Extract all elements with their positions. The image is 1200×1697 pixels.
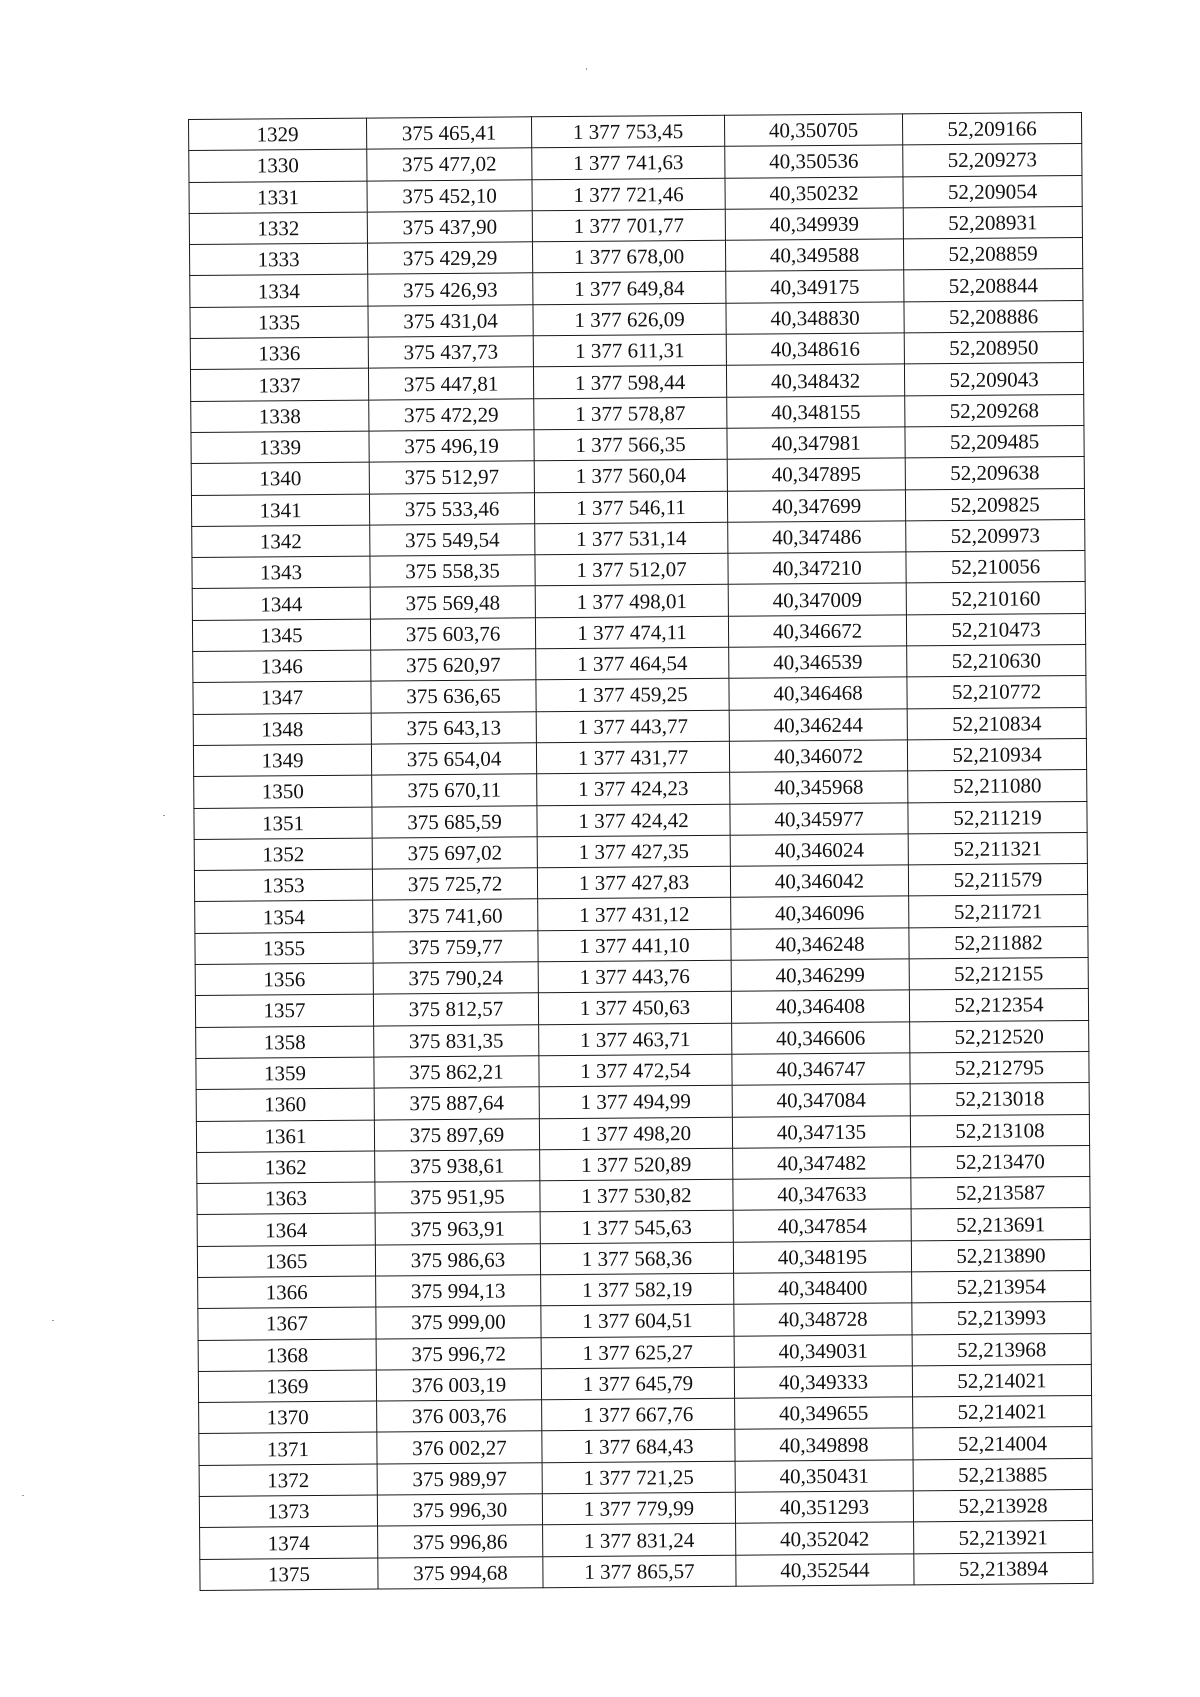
x-coordinate-cell: 376 003,19 xyxy=(376,1369,541,1402)
y-coordinate-cell: 1 377 865,57 xyxy=(543,1555,736,1588)
longitude-cell: 40,352544 xyxy=(736,1554,914,1587)
latitude-cell: 52,210630 xyxy=(907,645,1086,678)
y-coordinate-cell: 1 377 649,84 xyxy=(533,272,726,305)
y-coordinate-cell: 1 377 560,04 xyxy=(534,460,727,493)
latitude-cell: 52,211882 xyxy=(909,926,1088,959)
y-coordinate-cell: 1 377 779,99 xyxy=(542,1492,735,1525)
latitude-cell: 52,209273 xyxy=(903,144,1082,177)
point-number-cell: 1334 xyxy=(190,275,368,308)
scan-speck xyxy=(163,815,165,816)
x-coordinate-cell: 375 569,48 xyxy=(370,586,535,619)
x-coordinate-cell: 375 996,72 xyxy=(376,1337,541,1370)
latitude-cell: 52,213691 xyxy=(911,1208,1090,1241)
longitude-cell: 40,347482 xyxy=(733,1147,911,1180)
latitude-cell: 52,211579 xyxy=(908,864,1087,897)
y-coordinate-cell: 1 377 611,31 xyxy=(533,334,726,367)
y-coordinate-cell: 1 377 546,11 xyxy=(534,491,727,524)
latitude-cell: 52,208859 xyxy=(903,238,1082,271)
longitude-cell: 40,348400 xyxy=(734,1272,912,1305)
scan-speck xyxy=(586,68,587,70)
y-coordinate-cell: 1 377 753,45 xyxy=(531,115,724,148)
longitude-cell: 40,348195 xyxy=(733,1241,911,1274)
y-coordinate-cell: 1 377 598,44 xyxy=(533,366,726,399)
y-coordinate-cell: 1 377 424,42 xyxy=(537,804,730,837)
latitude-cell: 52,209054 xyxy=(903,175,1082,208)
point-number-cell: 1365 xyxy=(197,1245,375,1278)
point-number-cell: 1342 xyxy=(192,525,370,558)
longitude-cell: 40,349175 xyxy=(726,270,904,303)
longitude-cell: 40,348616 xyxy=(726,333,904,366)
x-coordinate-cell: 375 603,76 xyxy=(370,618,535,651)
latitude-cell: 52,213968 xyxy=(912,1333,1091,1366)
y-coordinate-cell: 1 377 741,63 xyxy=(532,147,725,180)
x-coordinate-cell: 375 426,93 xyxy=(368,273,533,306)
x-coordinate-cell: 376 003,76 xyxy=(377,1400,542,1433)
x-coordinate-cell: 375 620,97 xyxy=(371,649,536,682)
longitude-cell: 40,347135 xyxy=(732,1115,910,1148)
x-coordinate-cell: 375 512,97 xyxy=(369,461,534,494)
latitude-cell: 52,214021 xyxy=(913,1396,1092,1429)
point-number-cell: 1330 xyxy=(189,149,367,182)
x-coordinate-cell: 375 429,29 xyxy=(367,242,532,275)
x-coordinate-cell: 375 437,73 xyxy=(368,336,533,369)
x-coordinate-cell: 375 654,04 xyxy=(371,743,536,776)
latitude-cell: 52,208950 xyxy=(904,332,1083,365)
longitude-cell: 40,349333 xyxy=(734,1366,912,1399)
latitude-cell: 52,210834 xyxy=(907,707,1086,740)
latitude-cell: 52,209485 xyxy=(905,425,1084,458)
x-coordinate-cell: 375 887,64 xyxy=(374,1087,539,1120)
latitude-cell: 52,213894 xyxy=(914,1552,1093,1585)
longitude-cell: 40,352042 xyxy=(736,1522,914,1555)
x-coordinate-cell: 375 685,59 xyxy=(372,805,537,838)
latitude-cell: 52,209268 xyxy=(905,394,1084,427)
latitude-cell: 52,212155 xyxy=(909,957,1088,990)
latitude-cell: 52,213587 xyxy=(911,1177,1090,1210)
x-coordinate-cell: 375 643,13 xyxy=(371,711,536,744)
y-coordinate-cell: 1 377 684,43 xyxy=(542,1430,735,1463)
longitude-cell: 40,346248 xyxy=(731,928,909,961)
longitude-cell: 40,350431 xyxy=(735,1460,913,1493)
point-number-cell: 1333 xyxy=(189,243,367,276)
longitude-cell: 40,348728 xyxy=(734,1303,912,1336)
y-coordinate-cell: 1 377 498,20 xyxy=(539,1117,732,1150)
longitude-cell: 40,346072 xyxy=(729,740,907,773)
longitude-cell: 40,346042 xyxy=(730,865,908,898)
point-number-cell: 1364 xyxy=(197,1213,375,1246)
y-coordinate-cell: 1 377 459,25 xyxy=(536,679,729,712)
y-coordinate-cell: 1 377 512,07 xyxy=(535,553,728,586)
point-number-cell: 1329 xyxy=(189,118,367,151)
coordinates-table xyxy=(188,112,1094,1591)
y-coordinate-cell: 1 377 463,71 xyxy=(539,1023,732,1056)
point-number-cell: 1336 xyxy=(190,337,368,370)
longitude-cell: 40,347895 xyxy=(727,458,905,491)
latitude-cell: 52,210473 xyxy=(906,613,1085,646)
latitude-cell: 52,213108 xyxy=(910,1114,1089,1147)
point-number-cell: 1338 xyxy=(191,400,369,433)
x-coordinate-cell: 375 447,81 xyxy=(368,367,533,400)
longitude-cell: 40,351293 xyxy=(735,1491,913,1524)
point-number-cell: 1355 xyxy=(195,932,373,965)
point-number-cell: 1337 xyxy=(190,368,368,401)
latitude-cell: 52,211721 xyxy=(909,895,1088,928)
y-coordinate-cell: 1 377 424,23 xyxy=(537,773,730,806)
x-coordinate-cell: 375 831,35 xyxy=(374,1024,539,1057)
y-coordinate-cell: 1 377 582,19 xyxy=(541,1273,734,1306)
point-number-cell: 1341 xyxy=(191,494,369,527)
latitude-cell: 52,208844 xyxy=(904,269,1083,302)
y-coordinate-cell: 1 377 427,83 xyxy=(537,866,730,899)
y-coordinate-cell: 1 377 427,35 xyxy=(537,835,730,868)
x-coordinate-cell: 375 636,65 xyxy=(371,680,536,713)
point-number-cell: 1363 xyxy=(197,1182,375,1215)
longitude-cell: 40,346747 xyxy=(732,1053,910,1086)
x-coordinate-cell: 375 996,86 xyxy=(378,1525,543,1558)
latitude-cell: 52,213890 xyxy=(911,1239,1090,1272)
y-coordinate-cell: 1 377 443,76 xyxy=(538,960,731,993)
y-coordinate-cell: 1 377 530,82 xyxy=(540,1179,733,1212)
y-coordinate-cell: 1 377 625,27 xyxy=(541,1336,734,1369)
y-coordinate-cell: 1 377 472,54 xyxy=(539,1054,732,1087)
longitude-cell: 40,346299 xyxy=(731,959,909,992)
x-coordinate-cell: 375 437,90 xyxy=(367,211,532,244)
longitude-cell: 40,347981 xyxy=(727,427,905,460)
scan-speck xyxy=(52,1320,54,1321)
point-number-cell: 1352 xyxy=(194,838,372,871)
latitude-cell: 52,209825 xyxy=(905,488,1084,521)
longitude-cell: 40,346244 xyxy=(729,709,907,742)
point-number-cell: 1354 xyxy=(195,900,373,933)
point-number-cell: 1347 xyxy=(193,681,371,714)
point-number-cell: 1332 xyxy=(189,212,367,245)
y-coordinate-cell: 1 377 443,77 xyxy=(536,710,729,743)
x-coordinate-cell: 375 897,69 xyxy=(374,1118,539,1151)
x-coordinate-cell: 375 812,57 xyxy=(373,993,538,1026)
x-coordinate-cell: 375 938,61 xyxy=(375,1150,540,1183)
point-number-cell: 1348 xyxy=(193,713,371,746)
x-coordinate-cell: 375 697,02 xyxy=(372,837,537,870)
y-coordinate-cell: 1 377 667,76 xyxy=(542,1398,735,1431)
longitude-cell: 40,350232 xyxy=(725,176,903,209)
y-coordinate-cell: 1 377 441,10 xyxy=(538,929,731,962)
latitude-cell: 52,211321 xyxy=(908,832,1087,865)
longitude-cell: 40,348155 xyxy=(727,396,905,429)
point-number-cell: 1357 xyxy=(195,994,373,1027)
x-coordinate-cell: 375 549,54 xyxy=(370,524,535,557)
y-coordinate-cell: 1 377 721,25 xyxy=(542,1461,735,1494)
point-number-cell: 1360 xyxy=(196,1088,374,1121)
latitude-cell: 52,211080 xyxy=(908,770,1087,803)
latitude-cell: 52,208886 xyxy=(904,300,1083,333)
x-coordinate-cell: 375 431,04 xyxy=(368,305,533,338)
table-row xyxy=(200,1552,1093,1590)
longitude-cell: 40,349898 xyxy=(735,1428,913,1461)
longitude-cell: 40,347854 xyxy=(733,1209,911,1242)
point-number-cell: 1371 xyxy=(199,1433,377,1466)
point-number-cell: 1344 xyxy=(192,588,370,621)
y-coordinate-cell: 1 377 721,46 xyxy=(532,178,725,211)
longitude-cell: 40,346672 xyxy=(728,615,906,648)
y-coordinate-cell: 1 377 626,09 xyxy=(533,303,726,336)
latitude-cell: 52,210056 xyxy=(906,551,1085,584)
longitude-cell: 40,346024 xyxy=(730,834,908,867)
latitude-cell: 52,208931 xyxy=(903,206,1082,239)
x-coordinate-cell: 375 452,10 xyxy=(367,179,532,212)
x-coordinate-cell: 375 725,72 xyxy=(372,868,537,901)
point-number-cell: 1353 xyxy=(194,869,372,902)
point-number-cell: 1358 xyxy=(196,1026,374,1059)
longitude-cell: 40,348830 xyxy=(726,302,904,335)
point-number-cell: 1339 xyxy=(191,431,369,464)
y-coordinate-cell: 1 377 494,99 xyxy=(539,1085,732,1118)
point-number-cell: 1345 xyxy=(192,619,370,652)
y-coordinate-cell: 1 377 568,36 xyxy=(540,1242,733,1275)
point-number-cell: 1361 xyxy=(196,1120,374,1153)
latitude-cell: 52,209043 xyxy=(904,363,1083,396)
latitude-cell: 52,213885 xyxy=(913,1458,1092,1491)
point-number-cell: 1359 xyxy=(196,1057,374,1090)
latitude-cell: 52,213018 xyxy=(910,1083,1089,1116)
x-coordinate-cell: 375 741,60 xyxy=(373,899,538,932)
y-coordinate-cell: 1 377 678,00 xyxy=(532,240,725,273)
y-coordinate-cell: 1 377 645,79 xyxy=(541,1367,734,1400)
longitude-cell: 40,346539 xyxy=(729,646,907,679)
x-coordinate-cell: 375 996,30 xyxy=(377,1494,542,1527)
latitude-cell: 52,213993 xyxy=(912,1302,1091,1335)
latitude-cell: 52,212795 xyxy=(910,1051,1089,1084)
longitude-cell: 40,347633 xyxy=(733,1178,911,1211)
y-coordinate-cell: 1 377 498,01 xyxy=(535,585,728,618)
longitude-cell: 40,345977 xyxy=(730,802,908,835)
point-number-cell: 1367 xyxy=(198,1307,376,1340)
longitude-cell: 40,346096 xyxy=(731,896,909,929)
y-coordinate-cell: 1 377 545,63 xyxy=(540,1211,733,1244)
latitude-cell: 52,213928 xyxy=(913,1490,1092,1523)
x-coordinate-cell: 375 951,95 xyxy=(375,1181,540,1214)
latitude-cell: 52,209638 xyxy=(905,457,1084,490)
x-coordinate-cell: 375 999,00 xyxy=(376,1306,541,1339)
y-coordinate-cell: 1 377 604,51 xyxy=(541,1305,734,1338)
point-number-cell: 1351 xyxy=(194,807,372,840)
x-coordinate-cell: 375 465,41 xyxy=(366,117,531,150)
point-number-cell: 1366 xyxy=(198,1276,376,1309)
y-coordinate-cell: 1 377 566,35 xyxy=(534,428,727,461)
x-coordinate-cell: 375 558,35 xyxy=(370,555,535,588)
latitude-cell: 52,209166 xyxy=(902,112,1081,145)
latitude-cell: 52,212520 xyxy=(910,1020,1089,1053)
point-number-cell: 1362 xyxy=(197,1151,375,1184)
latitude-cell: 52,214004 xyxy=(913,1427,1092,1460)
x-coordinate-cell: 375 994,68 xyxy=(378,1556,543,1589)
longitude-cell: 40,345968 xyxy=(730,771,908,804)
y-coordinate-cell: 1 377 520,89 xyxy=(540,1148,733,1181)
longitude-cell: 40,349655 xyxy=(735,1397,913,1430)
longitude-cell: 40,350705 xyxy=(724,114,902,147)
point-number-cell: 1372 xyxy=(199,1464,377,1497)
latitude-cell: 52,213921 xyxy=(914,1521,1093,1554)
y-coordinate-cell: 1 377 464,54 xyxy=(536,647,729,680)
latitude-cell: 52,213470 xyxy=(911,1145,1090,1178)
latitude-cell: 52,212354 xyxy=(909,989,1088,1022)
latitude-cell: 52,210160 xyxy=(906,582,1085,615)
point-number-cell: 1340 xyxy=(191,462,369,495)
longitude-cell: 40,347084 xyxy=(732,1084,910,1117)
longitude-cell: 40,350536 xyxy=(725,145,903,178)
latitude-cell: 52,211219 xyxy=(908,801,1087,834)
longitude-cell: 40,347009 xyxy=(728,583,906,616)
latitude-cell: 52,214021 xyxy=(912,1364,1091,1397)
y-coordinate-cell: 1 377 431,77 xyxy=(536,741,729,774)
point-number-cell: 1375 xyxy=(200,1558,378,1591)
longitude-cell: 40,347210 xyxy=(728,552,906,585)
x-coordinate-cell: 375 759,77 xyxy=(373,930,538,963)
longitude-cell: 40,349939 xyxy=(725,208,903,241)
x-coordinate-cell: 375 790,24 xyxy=(373,962,538,995)
longitude-cell: 40,349588 xyxy=(725,239,903,272)
x-coordinate-cell: 375 989,97 xyxy=(377,1463,542,1496)
point-number-cell: 1356 xyxy=(195,963,373,996)
x-coordinate-cell: 375 472,29 xyxy=(369,398,534,431)
point-number-cell: 1331 xyxy=(189,181,367,214)
x-coordinate-cell: 376 002,27 xyxy=(377,1431,542,1464)
x-coordinate-cell: 375 862,21 xyxy=(374,1056,539,1089)
x-coordinate-cell: 375 963,91 xyxy=(375,1212,540,1245)
point-number-cell: 1369 xyxy=(198,1370,376,1403)
y-coordinate-cell: 1 377 450,63 xyxy=(538,992,731,1025)
point-number-cell: 1346 xyxy=(193,650,371,683)
point-number-cell: 1335 xyxy=(190,306,368,339)
x-coordinate-cell: 375 994,13 xyxy=(376,1275,541,1308)
latitude-cell: 52,213954 xyxy=(912,1270,1091,1303)
point-number-cell: 1343 xyxy=(192,556,370,589)
latitude-cell: 52,210772 xyxy=(907,676,1086,709)
x-coordinate-cell: 375 986,63 xyxy=(375,1243,540,1276)
y-coordinate-cell: 1 377 431,12 xyxy=(538,898,731,931)
longitude-cell: 40,347699 xyxy=(727,489,905,522)
point-number-cell: 1370 xyxy=(199,1401,377,1434)
point-number-cell: 1373 xyxy=(199,1495,377,1528)
longitude-cell: 40,346468 xyxy=(729,677,907,710)
longitude-cell: 40,349031 xyxy=(734,1334,912,1367)
scan-speck xyxy=(22,1495,24,1496)
point-number-cell: 1349 xyxy=(193,744,371,777)
point-number-cell: 1374 xyxy=(200,1526,378,1559)
y-coordinate-cell: 1 377 474,11 xyxy=(535,616,728,649)
longitude-cell: 40,346606 xyxy=(732,1021,910,1054)
coordinates-table-body xyxy=(189,112,1094,1590)
y-coordinate-cell: 1 377 578,87 xyxy=(534,397,727,430)
point-number-cell: 1350 xyxy=(194,775,372,808)
latitude-cell: 52,209973 xyxy=(906,519,1085,552)
y-coordinate-cell: 1 377 531,14 xyxy=(535,522,728,555)
longitude-cell: 40,348432 xyxy=(726,364,904,397)
latitude-cell: 52,210934 xyxy=(907,738,1086,771)
y-coordinate-cell: 1 377 701,77 xyxy=(532,209,725,242)
x-coordinate-cell: 375 670,11 xyxy=(372,774,537,807)
point-number-cell: 1368 xyxy=(198,1339,376,1372)
x-coordinate-cell: 375 533,46 xyxy=(369,492,534,525)
longitude-cell: 40,347486 xyxy=(728,521,906,554)
x-coordinate-cell: 375 477,02 xyxy=(367,148,532,181)
y-coordinate-cell: 1 377 831,24 xyxy=(543,1524,736,1557)
longitude-cell: 40,346408 xyxy=(731,990,909,1023)
x-coordinate-cell: 375 496,19 xyxy=(369,430,534,463)
